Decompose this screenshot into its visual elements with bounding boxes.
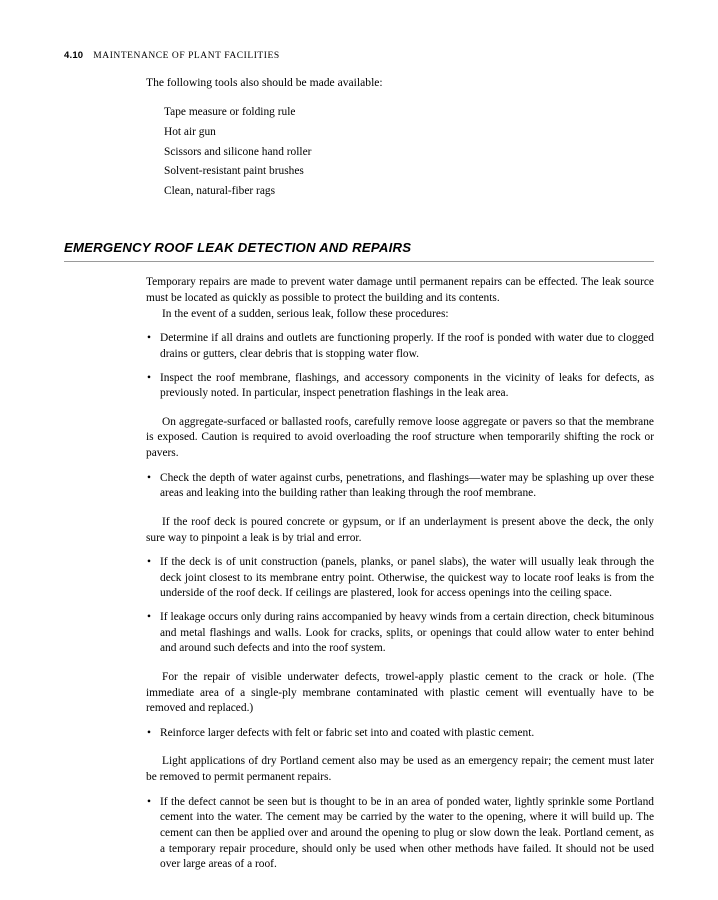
section-body [146, 275, 654, 872]
chapter-title: MAINTENANCE OF PLANT FACILITIES [93, 51, 280, 61]
paragraph-repair: For the repair of visible underwater defects, trowel-apply plastic cement to the crack or hole. (The immediate area of a single-ply membrane contaminated with plastic cement will eventually have to be removed and replaced.) [146, 670, 654, 715]
list-item-text: If the defect cannot be seen but is thought to be in an area of ponded water, lightly sprinkle some Portland cement into the water. The cement may be carried by the water to the opening, where it will build up. The cement can then be applied over and around the opening to plug or slow down the leak. Portland cement, as a temporary repair procedure, should only be used when other methods have failed. It should not be used over large areas of a roof. [160, 795, 654, 871]
list-item [146, 471, 654, 502]
heading-divider [64, 261, 654, 262]
list-item-text: Reinforce larger defects with felt or fabric set into and coated with plastic cement. [160, 726, 535, 739]
list-item: Clean, natural-fiber rags [164, 184, 276, 197]
list-item-text: If leakage occurs only during rains accompanied by heavy winds from a certain direction, check bituminous and metal flashings and walls. Look for cracks, splits, or openings that could allow water to enter behind and around such defects and into the roof system. [160, 611, 654, 655]
paragraph-aggregate: On aggregate-surfaced or ballasted roofs, carefully remove loose aggregate or pavers so that the membrane is exposed. Caution is required to avoid overloading the roof structure when temporarily shifting the rock or pavers. [146, 415, 654, 460]
bullet-glyph: • [147, 371, 151, 384]
bullet-glyph: • [147, 726, 151, 739]
bullet-glyph: • [147, 795, 151, 808]
running-head [64, 50, 280, 61]
list-item [146, 610, 654, 657]
section-heading-block [64, 240, 654, 262]
list-item [146, 726, 654, 742]
section-heading: EMERGENCY ROOF LEAK DETECTION AND REPAIRS [64, 240, 412, 256]
bullet-glyph: • [147, 332, 151, 345]
intro-paragraph-2: In the event of a sudden, serious leak, follow these procedures: [162, 307, 449, 320]
bullet-glyph: • [147, 471, 151, 484]
list-item [146, 555, 654, 602]
list-item: Tape measure or folding rule [164, 106, 296, 119]
paragraph-deck: If the roof deck is poured concrete or gypsum, or if an underlayment is present above the deck, the only sure way to pinpoint a leak is by trial and error. [146, 515, 654, 544]
list-item: Hot air gun [164, 126, 216, 138]
list-item-text: Determine if all drains and outlets are functioning properly. If the roof is ponded with water due to clogged drains or gutters, clear debris that is stopping water flow. [160, 332, 654, 360]
bullet-list-2 [146, 471, 654, 502]
bullet-list-1 [146, 331, 654, 402]
list-item-text: Inspect the roof membrane, flashings, and accessory components in the vicinity of leaks for defects, as previously noted. In particular, inspect penetration flashings in the leak area. [160, 371, 654, 400]
page-folio: 4.10 [64, 50, 84, 61]
tool-list [164, 103, 654, 201]
bullet-glyph: • [147, 556, 151, 569]
page-content [64, 74, 654, 873]
list-item [146, 371, 654, 402]
list-item-text: Check the depth of water against curbs, penetrations, and flashings—water may be splashing up over these areas and leaking into the building rather than leaking through the roof membrane. [160, 471, 654, 500]
list-item-text: If the deck is of unit construction (panels, planks, or panel slabs), the water will usually leak through the deck joint closest to its membrane entry point. Otherwise, the quickest way to locate roof leaks is from the underside of the roof deck. If ceilings are plastered, look for access openings into the ceiling space. [160, 556, 654, 600]
bullet-glyph: • [147, 611, 151, 624]
lead-paragraph: The following tools also should be made available: [146, 76, 383, 89]
list-item: Solvent-resistant paint brushes [164, 165, 304, 178]
list-item: Scissors and silicone hand roller [164, 145, 312, 158]
list-item [146, 795, 654, 873]
intro-paragraph: Temporary repairs are made to prevent water damage until permanent repairs can be effected. The leak source must be located as quickly as possible to protect the building and its contents. [146, 276, 654, 305]
bullet-list-3 [146, 555, 654, 657]
bullet-list-4 [146, 726, 654, 742]
list-item [146, 331, 654, 362]
bullet-list-5 [146, 795, 654, 873]
paragraph-portland: Light applications of dry Portland cement also may be used as an emergency repair; the cement must later be removed to permit permanent repairs. [146, 755, 654, 784]
